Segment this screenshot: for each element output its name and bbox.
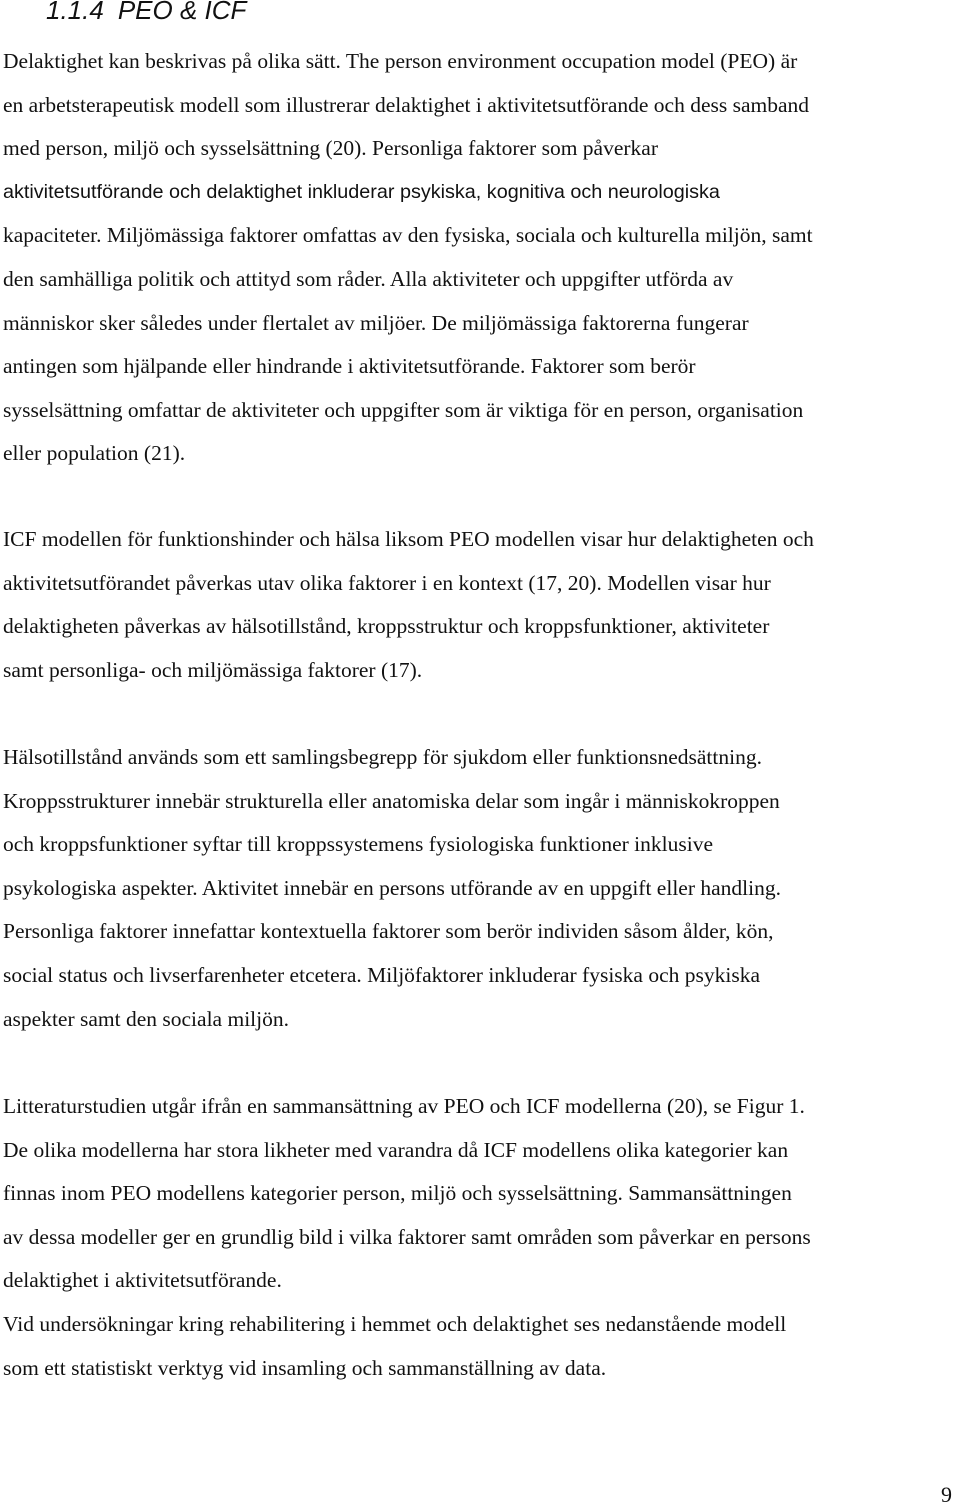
paragraph-line: psykologiska aspekter. Aktivitet innebär en persons utförande av en uppgift eller handling. (3, 875, 781, 900)
section-heading (46, 0, 246, 28)
paragraph-line: samt personliga- och miljömässiga faktorer (17). (3, 657, 423, 682)
section-title: PEO & ICF (117, 0, 247, 25)
paragraph-line: sysselsättning omfattar de aktiviteter och uppgifter som är viktiga för en person, organisation (3, 397, 804, 422)
paragraph-line: en arbetsterapeutisk modell som illustrerar delaktighet i aktivitetsutförande och dess samband (3, 92, 810, 117)
page-number: 9 (941, 1482, 952, 1507)
paragraph-line: kapaciteter. Miljömässiga faktorer omfattas av den fysiska, sociala och kulturella miljön, samt (3, 223, 813, 248)
paragraph-line: aktivitetsutförandet påverkas utav olika faktorer i en kontext (17, 20). Modellen visar hur (3, 570, 771, 595)
paragraph-line: av dessa modeller ger en grundlig bild i vilka faktorer samt områden som påverkar en persons (3, 1224, 811, 1249)
paragraph-line: ICF modellen för funktionshinder och hälsa liksom PEO modellen visar hur delaktigheten och (3, 527, 814, 551)
paragraph-line: Delaktighet kan beskrivas på olika sätt. The person environment occupation model (PEO) är (3, 49, 798, 73)
paragraph-line: Kroppsstrukturer innebär strukturella eller anatomiska delar som ingår i människokroppen (3, 788, 780, 813)
paragraph-line: den samhälliga politik och attityd som råder. Alla aktiviteter och uppgifter utförda av (3, 266, 734, 291)
paragraph-line: Litteraturstudien utgår ifrån en sammansättning av PEO och ICF modellerna (20), se Figur 1. (3, 1094, 805, 1118)
paragraph-line: människor sker således under flertalet av miljöer. De miljömässiga faktorerna fungerar (3, 310, 749, 335)
paragraph-line: social status och livserfarenheter etcetera. Miljöfaktorer inkluderar fysiska och psykiska (3, 962, 761, 987)
paragraph-line: delaktighet i aktivitetsutförande. (3, 1268, 282, 1293)
paragraph-line: Vid undersökningar kring rehabilitering i hemmet och delaktighet ses nedanstående modell (3, 1311, 787, 1336)
paragraph-peo (3, 40, 955, 476)
paragraph-line: aktivitetsutförande och delaktighet inkluderar psykiska, kognitiva och neurologiska (3, 180, 720, 203)
paragraph-line: som ett statistiskt verktyg vid insamling och sammanställning av data. (3, 1355, 607, 1380)
paragraph-icf (3, 518, 955, 692)
paragraph-line: delaktigheten påverkas av hälsotillstånd, kroppsstruktur och kroppsfunktioner, aktiviteter (3, 614, 770, 639)
paragraph-line: finnas inom PEO modellens kategorier person, miljö och sysselsättning. Sammansättningen (3, 1181, 792, 1206)
paragraph-line: med person, miljö och sysselsättning (20). Personliga faktorer som påverkar (3, 136, 659, 161)
paragraph-line: eller population (21). (3, 441, 186, 466)
paragraph-line: antingen som hjälpande eller hindrande i aktivitetsutförande. Faktorer som berör (3, 354, 696, 379)
paragraph-literature-study (3, 1085, 955, 1390)
section-number: 1.1.4 (46, 0, 104, 25)
paragraph-line: Hälsotillstånd används som ett samlingsbegrepp för sjukdom eller funktionsnedsättning. (3, 745, 762, 769)
paragraph-line: Personliga faktorer innefattar kontextuella faktorer som berör individen såsom ålder, kön, (3, 919, 774, 944)
paragraph-line: och kroppsfunktioner syftar till kroppssystemens fysiologiska funktioner inklusive (3, 832, 714, 857)
paragraph-definitions (3, 736, 955, 1041)
paragraph-line: aspekter samt den sociala miljön. (3, 1006, 289, 1031)
paragraph-line: De olika modellerna har stora likheter med varandra då ICF modellens olika kategorier kan (3, 1137, 789, 1162)
